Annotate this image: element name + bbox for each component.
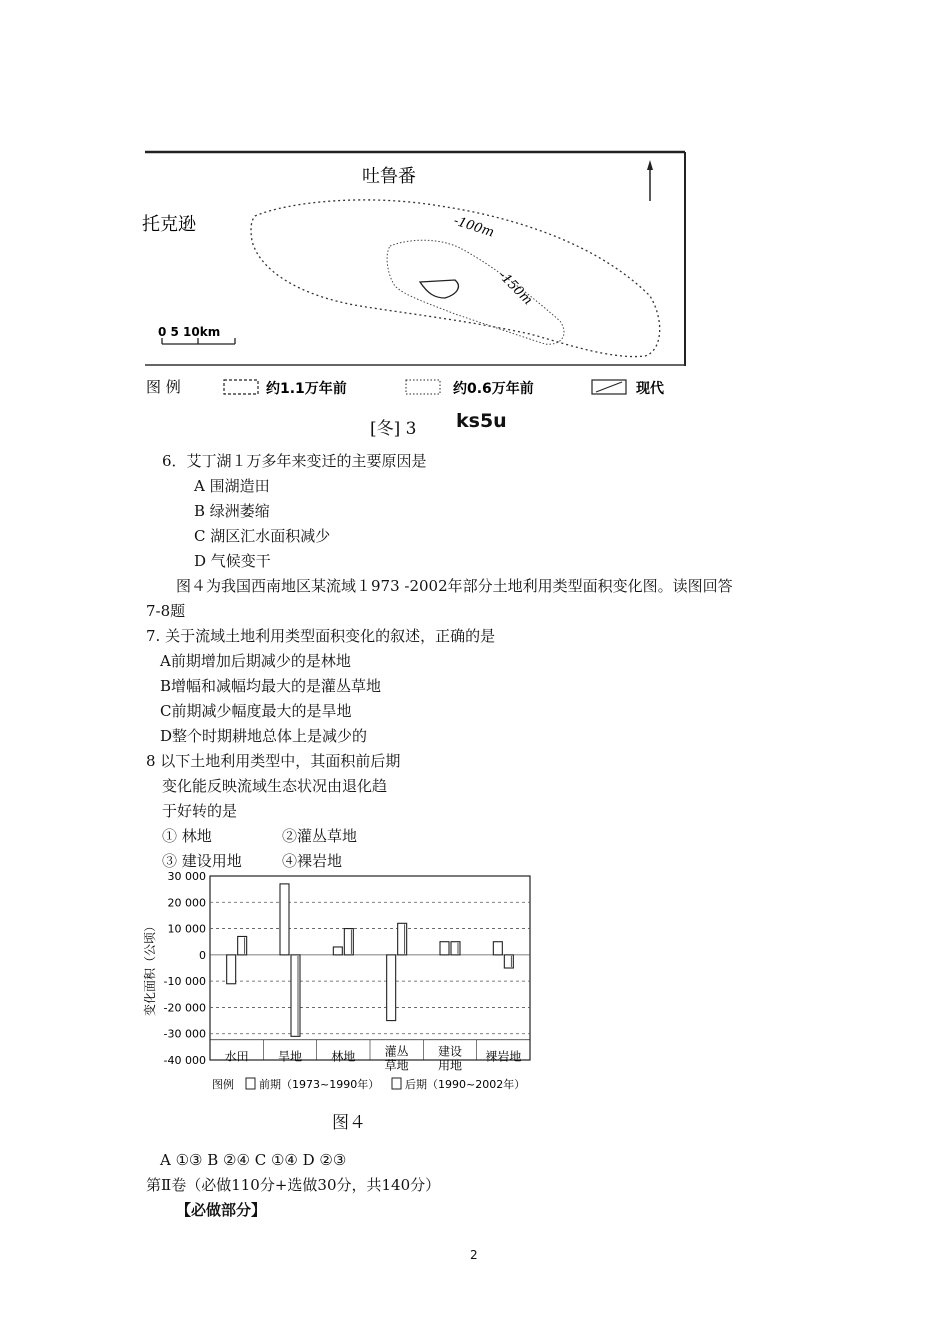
page-number: 2	[470, 1248, 478, 1262]
x-category-label: 水田	[224, 1049, 249, 1064]
x-category-label: 草地	[384, 1058, 409, 1073]
part2-required: 【必做部分】	[176, 1201, 267, 1219]
lake-change-map	[140, 146, 690, 406]
q6-option-c: C 湖区汇水面积减少	[194, 527, 331, 545]
map-legend-item1: 约1.1万年前	[266, 381, 347, 397]
west-place-label: 托克逊	[142, 214, 196, 235]
bar-early	[227, 955, 236, 984]
bar-late	[451, 942, 460, 955]
q7-option-d: D整个时期耕地总体上是减少的	[160, 727, 368, 745]
plot-frame	[210, 876, 530, 1060]
contour-label-150: -150m	[495, 268, 536, 309]
north-place-label: 吐鲁番	[362, 166, 416, 187]
legend-swatch-early	[246, 1078, 255, 1089]
map-legend-item3: 现代	[636, 381, 664, 397]
part2-heading: 第Ⅱ卷（必做110分+选做30分，共140分）	[146, 1176, 441, 1194]
map-legend-item2: 约0.6万年前	[453, 381, 534, 397]
y-axis-label: 变化面积（公顷）	[143, 919, 157, 1017]
q7-option-a: A前期增加后期减少的是林地	[160, 652, 351, 670]
q8-item-2: ②灌丛草地	[282, 827, 358, 845]
y-tick-label: 30 000	[167, 870, 206, 883]
legend-swatch-late	[392, 1078, 401, 1089]
watermark-ks5u: ks5u	[456, 410, 507, 432]
q7-stem: 7. 关于流域土地利用类型面积变化的叙述，正确的是	[146, 627, 496, 645]
map-caption: [冬] 3	[370, 419, 417, 439]
map-legend-title: 图 例	[146, 378, 181, 396]
q7-option-c: C前期减少幅度最大的是旱地	[160, 702, 352, 720]
q8-item-1: ① 林地	[162, 827, 212, 845]
chart-caption: 图４	[332, 1113, 366, 1133]
bar-early	[280, 884, 289, 955]
bar-late	[398, 923, 407, 955]
scale-label: 0 5 10km	[158, 325, 221, 339]
q8-stem-2: 变化能反映流域生态状况由退化趋	[162, 777, 388, 795]
bar-late	[504, 955, 513, 968]
bar-early	[387, 955, 396, 1021]
y-tick-label: 20 000	[167, 896, 206, 910]
legend-label-late: 后期（1990~2002年）	[405, 1078, 526, 1091]
q8-stem-3: 于好转的是	[162, 802, 238, 820]
bar-late	[291, 955, 300, 1036]
q8-answers: A ①③ B ②④ C ①④ D ②③	[160, 1151, 347, 1169]
intro-line2: 7-8题	[146, 602, 186, 620]
q6-stem: 6．艾丁湖１万多年来变迁的主要原因是	[162, 452, 427, 470]
y-tick-label: -40 000	[163, 1054, 206, 1067]
bar-early	[493, 942, 502, 955]
x-category-label: 灌丛	[384, 1044, 409, 1059]
y-tick-label: 0	[199, 948, 206, 962]
q8-item-4: ④裸岩地	[282, 852, 343, 870]
q8-stem-1: 8 以下土地利用类型中，其面积前后期	[146, 752, 401, 770]
land-use-change-chart	[140, 866, 540, 1096]
q6-option-d: D 气候变干	[194, 552, 271, 570]
q6-option-b: B 绿洲萎缩	[194, 502, 270, 520]
bar-late	[344, 929, 353, 955]
x-category-label: 裸岩地	[485, 1049, 522, 1064]
legend-prefix: 图例	[212, 1078, 234, 1091]
bar-early	[333, 947, 342, 955]
lake-boundary-6k	[387, 240, 564, 344]
x-category-label: 建设	[437, 1044, 463, 1059]
y-tick-label: 10 000	[167, 922, 206, 936]
y-tick-label: -30 000	[163, 1027, 206, 1041]
q7-option-b: B增幅和减幅均最大的是灌丛草地	[160, 677, 382, 695]
y-tick-label: -20 000	[163, 1001, 206, 1015]
x-category-label: 林地	[331, 1049, 356, 1064]
y-tick-label: -10 000	[163, 975, 206, 989]
legend-label-early: 前期（1973~1990年）	[259, 1078, 380, 1091]
bar-early	[440, 942, 449, 955]
intro-line1: 图４为我国西南地区某流域１973 -2002年部分土地利用类型面积变化图。读图回答	[176, 577, 733, 595]
q8-item-3: ③ 建设用地	[162, 852, 242, 870]
x-category-label: 用地	[437, 1058, 463, 1073]
q6-option-a: A 围湖造田	[194, 477, 270, 495]
lake-modern	[420, 280, 458, 298]
x-category-label: 旱地	[277, 1049, 303, 1064]
contour-label-100: -100m	[451, 213, 496, 241]
bar-late	[238, 936, 247, 954]
